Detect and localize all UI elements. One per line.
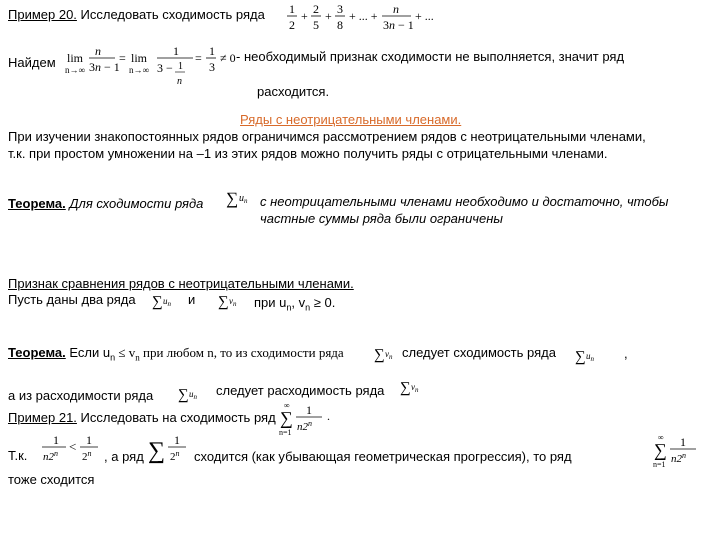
example-21-series-repeat xyxy=(652,432,712,472)
ineq-left-num: 1 xyxy=(53,433,59,447)
upper-infinity-2: ∞ xyxy=(658,433,664,442)
ineq-left-den: n2$^n$ xyxy=(43,449,58,463)
limit-formula xyxy=(65,42,240,96)
theorem-2-comma: , xyxy=(624,346,628,361)
third-num: 1 xyxy=(209,44,215,58)
plus-ellipsis: + ... xyxy=(415,9,434,23)
example-20-task: Исследовать сходимость ряда xyxy=(76,7,265,22)
lim-1-sub: n→∞ xyxy=(65,65,85,75)
lim-frac-num: n xyxy=(95,44,101,58)
two-series-line: Пусть даны два ряда xyxy=(8,292,136,307)
ex21-num: 1 xyxy=(306,403,312,417)
ineq-right-num: 1 xyxy=(86,433,92,447)
v3-term: $v_n$ xyxy=(411,382,419,394)
condition-v: , v xyxy=(291,295,306,310)
lim-2: lim xyxy=(131,51,148,65)
plus-dots: + ... + xyxy=(349,9,378,23)
section-heading-nonnegative: Ряды с неотрицательными членами. xyxy=(240,112,462,127)
third-den: 3 xyxy=(209,60,215,74)
ex21b-den: n2$^n$ xyxy=(671,451,686,465)
u3-term: $u_n$ xyxy=(189,389,197,401)
v-term: $v_n$ xyxy=(229,296,237,308)
theorem-2-text-b: ≤ v xyxy=(115,345,136,360)
example-20-label: Пример 20. xyxy=(8,7,77,22)
geometric-series xyxy=(148,432,192,468)
condition-u: при u xyxy=(254,295,287,310)
sigma-symbol: ∑ xyxy=(226,189,239,208)
theorem-2-line-2b: следует расходимость ряда xyxy=(216,383,385,398)
frac1-den: 2 xyxy=(289,18,295,32)
converges-text: сходится (как убывающая геометрическая прогрессия), то ряд xyxy=(194,449,572,464)
because-label: Т.к. xyxy=(8,448,28,463)
sigma-21: ∑ xyxy=(280,408,293,428)
sigma-u2: ∑ xyxy=(575,349,586,365)
v2-term: $v_n$ xyxy=(385,349,393,361)
eq-2: = xyxy=(195,51,202,65)
fracn-num: n xyxy=(393,2,399,16)
lim2-num: 1 xyxy=(173,44,179,58)
sigma-v2: ∑ xyxy=(374,347,385,363)
neq-zero: ≠ 0 xyxy=(220,51,236,65)
plus-1: + xyxy=(301,9,308,23)
theorem-2-label: Теорема. xyxy=(8,345,66,360)
upper-infinity: ∞ xyxy=(284,401,290,410)
paragraph-line-1: При изучении знакопостоянных рядов ограничимся рассмотрением рядов с неотрицательными членами, xyxy=(8,129,646,144)
example-21-label: Пример 21. xyxy=(8,410,77,425)
found-label: Найдем xyxy=(8,55,56,70)
and-word: и xyxy=(188,292,196,307)
lower-bound: n=1 xyxy=(279,428,292,437)
theorem-1-sum xyxy=(226,186,256,210)
u-term: $u_n$ xyxy=(163,296,171,308)
condition-u-sub: n xyxy=(286,302,292,313)
condition-v-sub: n xyxy=(305,302,311,313)
condition xyxy=(254,295,335,316)
frac2-den: 5 xyxy=(313,18,319,32)
lim2-den: 3 − xyxy=(157,61,173,75)
theorem-2-sum-u-b xyxy=(178,383,208,405)
series-u-sum xyxy=(152,290,182,312)
series-v-sum xyxy=(218,290,248,312)
final-statement: тоже сходится xyxy=(8,472,95,487)
frac2-num: 2 xyxy=(313,2,319,16)
ex21b-num: 1 xyxy=(680,435,686,449)
frac1-num: 1 xyxy=(289,2,295,16)
lim-2-sub: n→∞ xyxy=(129,65,149,75)
lim2-inner-num: 1 xyxy=(178,61,183,72)
condition-tail: ≥ 0. xyxy=(310,295,336,310)
sigma-geo: ∑ xyxy=(148,438,166,464)
lim-frac-den: 3n − 1 xyxy=(89,60,120,74)
sigma-v: ∑ xyxy=(218,294,229,310)
sum-term: $u_n$ xyxy=(239,193,248,205)
u2-term: $u_n$ xyxy=(586,351,594,363)
less-than: < xyxy=(69,439,77,454)
geo-num: 1 xyxy=(174,433,180,447)
theorem-2-line-1 xyxy=(8,345,344,366)
theorem-2-sum-u xyxy=(575,345,605,367)
plus-2: + xyxy=(325,9,332,23)
theorem-1-label: Теорема. xyxy=(8,196,66,211)
lim2-inner-den: n xyxy=(177,76,182,87)
theorem-2-text-c: при любом n, то из сходимости ряда xyxy=(139,345,344,360)
geo-den: 2$^n$ xyxy=(170,449,180,463)
frac3-den: 8 xyxy=(337,18,343,32)
theorem-2-line-2a: а из расходимости ряда xyxy=(8,388,154,403)
ex21-dot: . xyxy=(327,409,330,423)
sigma-u3: ∑ xyxy=(178,387,189,403)
example-20-title xyxy=(8,7,265,22)
section-heading-comparison: Признак сравнения рядов с неотрицательными членами. xyxy=(8,276,354,291)
lim-1: lim xyxy=(67,51,84,65)
example-21-series xyxy=(278,400,348,440)
theorem-1-text-b: с неотрицательными членами необходимо и достаточно, чтобы xyxy=(260,194,669,209)
series-word: , а ряд xyxy=(104,449,144,464)
theorem-2-text-a: Если u xyxy=(65,345,111,360)
sigma-u: ∑ xyxy=(152,294,163,310)
theorem-2-sum-v-b xyxy=(400,376,430,398)
theorem-2-text-d: следует сходимость ряда xyxy=(402,345,556,360)
conclusion-line-2: расходится. xyxy=(257,84,330,99)
ex21-den: n2$^n$ xyxy=(297,419,312,433)
ineq-right-den: 2$^n$ xyxy=(82,449,92,463)
paragraph-line-2: т.к. при простом умножении на –1 из этих рядов можно получить ряды с отрицательными членами. xyxy=(8,146,608,161)
example-21-task: Исследовать на сходимость ряд xyxy=(76,410,276,425)
theorem-2-text-b-sub: n xyxy=(135,352,140,363)
theorem-2-text-a-sub: n xyxy=(110,352,116,363)
example-20-series-formula xyxy=(285,0,435,34)
fracn-den: 3n − 1 xyxy=(383,18,414,32)
sigma-21b: ∑ xyxy=(654,440,667,460)
eq-1: = xyxy=(119,51,126,65)
theorem-1-intro xyxy=(8,196,203,211)
lower-bound-2: n=1 xyxy=(653,460,666,469)
sigma-v3: ∑ xyxy=(400,380,411,396)
example-21-title xyxy=(8,410,276,425)
theorem-1-text-a: Для сходимости ряда xyxy=(65,196,204,211)
theorem-2-sum-v xyxy=(374,343,404,365)
conclusion-line-1: - необходимый признак сходимости не выполняется, значит ряд xyxy=(236,49,625,64)
inequality-formula xyxy=(38,432,104,468)
theorem-1-text-c: частные суммы ряда были ограничены xyxy=(260,211,503,226)
frac3-num: 3 xyxy=(337,2,343,16)
